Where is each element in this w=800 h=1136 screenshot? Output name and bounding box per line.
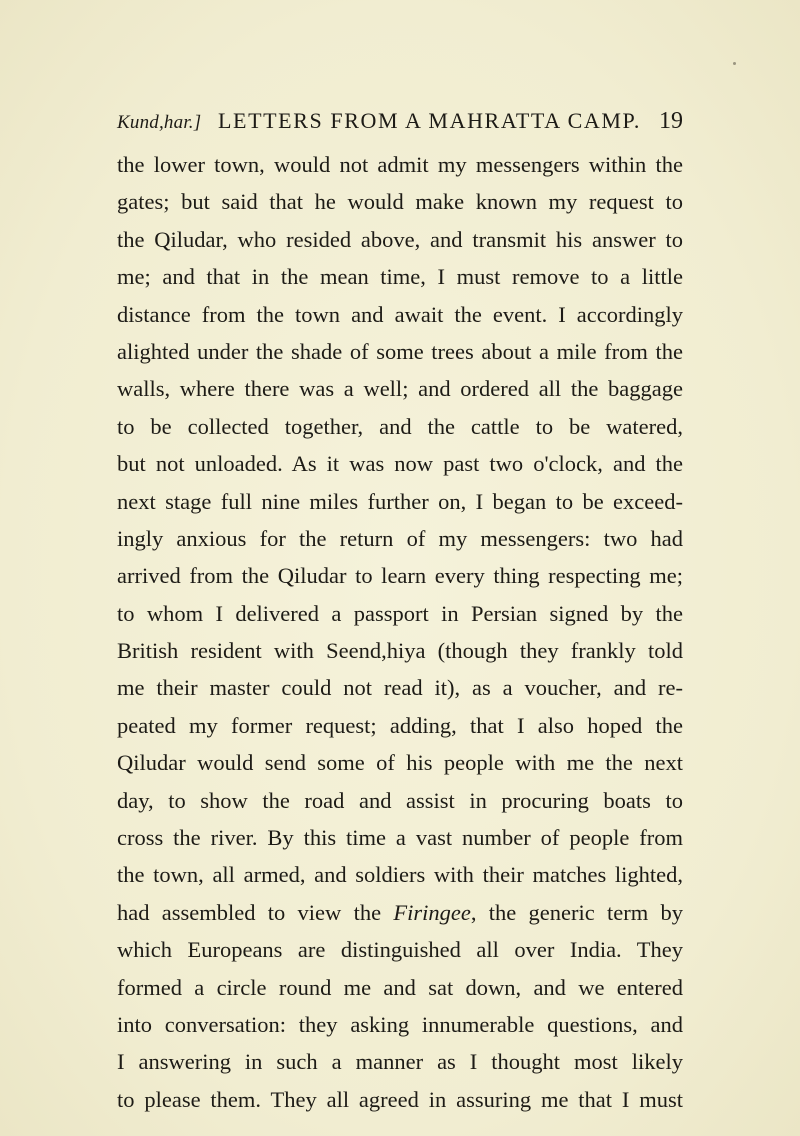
text-line: which Europeans are distinguished all over India. They (117, 937, 683, 963)
running-head-title: LETTERS FROM A MAHRATTA CAMP. (218, 108, 641, 133)
text-line: the lower town, would not admit my messengers within the (117, 152, 683, 177)
text-line: peated my former request; adding, that I also hoped the (117, 712, 683, 738)
text-line: cross the river. By this time a vast number of people from (117, 825, 683, 851)
text-line: Qiludar would send some of his people with me the next (117, 750, 683, 776)
text-line: me their master could not read it), as a voucher, and re- (117, 675, 683, 701)
running-head-place: Kund,har.] (117, 112, 202, 133)
text-line: distance from the town and await the event. I accordingly (117, 301, 683, 327)
paper-speck (733, 62, 736, 65)
text-line: to whom I delivered a passport in Persian signed by the (117, 600, 683, 626)
text-line: next stage full nine miles further on, I began to be exceed- (117, 488, 683, 514)
text-line: me; and that in the mean time, I must remove to a little (117, 264, 683, 290)
text-line: the Qiludar, who resided above, and transmit his answer to (117, 226, 683, 252)
text-line: ingly anxious for the return of my messengers: two had (117, 525, 683, 551)
text-line: alighted under the shade of some trees about a mile from the (117, 338, 683, 364)
text-line: to please them. They all agreed in assuring me that I must (117, 1086, 683, 1112)
text-line: walls, where there was a well; and ordered all the baggage (117, 376, 683, 402)
text-line: had assembled to view the Firingee, the generic term by (117, 899, 683, 925)
text-line: but not unloaded. As it was now past two o'clock, and the (117, 451, 683, 477)
text-line: the town, all armed, and soldiers with their matches lighted, (117, 862, 683, 888)
text-line: I answering in such a manner as I thought most likely (117, 1049, 683, 1075)
text-line: day, to show the road and assist in procuring boats to (117, 787, 683, 813)
running-head (117, 108, 683, 138)
text-line: arrived from the Qiludar to learn every thing respecting me; (117, 563, 683, 589)
text-line: formed a circle round me and sat down, and we entered (117, 974, 683, 1000)
text-line: gates; but said that he would make known my request to (117, 189, 683, 215)
body-text (117, 146, 683, 1118)
text-line: into conversation: they asking innumerable questions, and (117, 1011, 683, 1037)
text-line: British resident with Seend,hiya (though they frankly told (117, 638, 683, 664)
page-number: 19 (659, 108, 683, 134)
text-line: to be collected together, and the cattle to be watered, (117, 413, 683, 439)
